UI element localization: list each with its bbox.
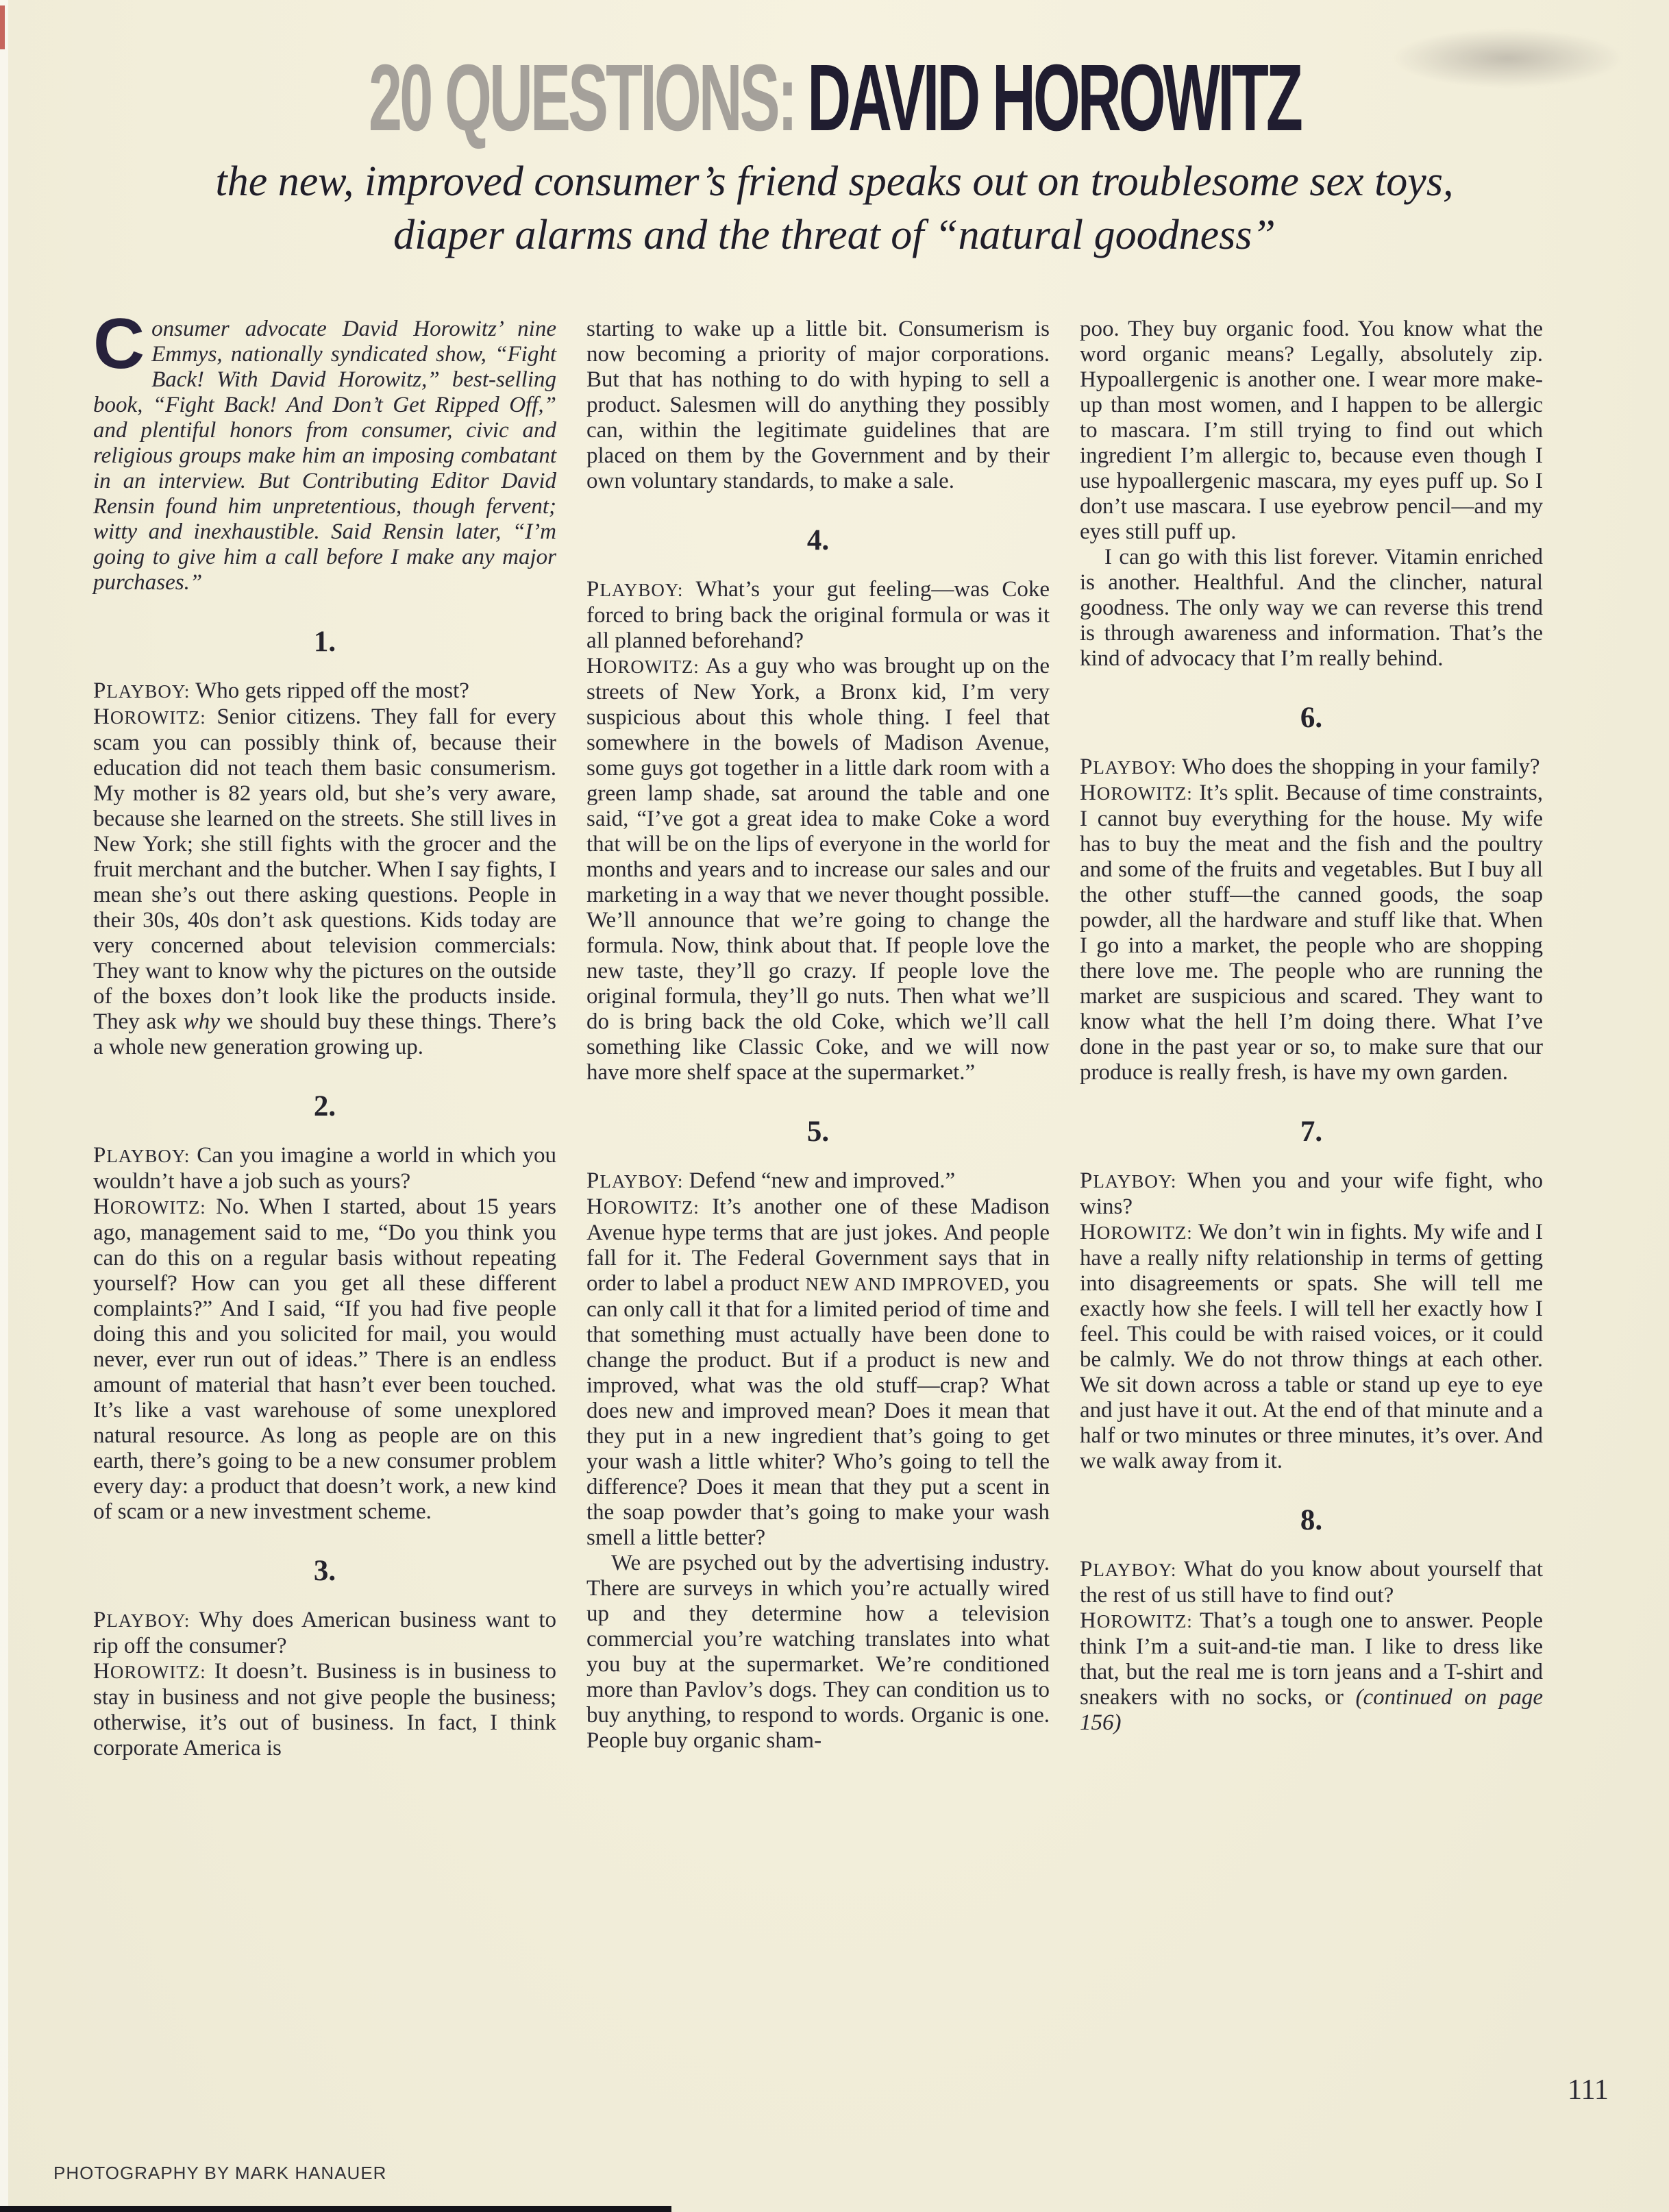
text-run: Can you imagine a world in which you wouldn’t have a job such as yours?: [93, 1143, 556, 1194]
qa-paragraph: [93, 704, 556, 1060]
speaker-initial: P: [1080, 754, 1093, 779]
text-run: We are psyched out by the advertising industry. There are surveys in which you’re actually wired up and they determine how a television commercial you’re watching translates into what you buy at the supermarket. We’re conditioned more than Pavlov’s dogs. They can condition us to buy anything, to respond to words. Organic is one. People buy organic sham-: [586, 1551, 1050, 1753]
speaker-rest: OROWITZ:: [110, 707, 206, 728]
text-run: starting to wake up a little bit. Consumerism is now becoming a priority of major corporations. But that has nothing to do with hyping to sell a product. Salesmen will do anything they possibly can, within the legitimate guidelines that are placed on them by the Government and by their own voluntary standards, to make a sale.: [586, 317, 1050, 493]
question-number: 7.: [1300, 1116, 1323, 1148]
question-number: 8.: [1300, 1504, 1323, 1536]
speaker-rest: OROWITZ:: [603, 1197, 700, 1218]
qa-paragraph: [93, 1143, 556, 1194]
text-run: We don’t win in fights. My wife and I have a really nifty relationship in terms of getting into disagreements or spats. She will tell me exactly how she feels. I will tell her exactly how I feel. This could be with raised voices, or it could be calmly. We do not throw things at each other. We sit down across a table or stand up eye to eye and just have it out. At the end of that minute and a half or two minutes or three minutes, it’s over. And we walk away from it.: [1080, 1220, 1543, 1473]
speaker-initial: P: [93, 1608, 107, 1632]
text-run: Senior citizens. They fall for every scam you can possibly think of, because their education did not teach them basic consumerism. My mother is 82 years old, but she’s very aware, because she learned on the streets. She still lives in New York; she still fights with the grocer and the fruit merchant and the butcher. When I say fights, I mean she’s out there asking questions. People in their 30s, 40s don’t ask questions. Kids today are very concerned about television commercials: They want to know why the pictures on the outside of the boxes don’t look like the products inside. They ask: [93, 704, 557, 1034]
speaker-rest: LAYBOY:: [106, 1146, 190, 1166]
speaker-rest: OROWITZ:: [603, 656, 700, 677]
speaker-initial: H: [1080, 1220, 1097, 1244]
speaker-label: [1080, 1168, 1176, 1193]
speaker-initial: P: [1080, 1557, 1093, 1582]
text-run: As a guy who was brought up on the streets of New York, a Bronx kid, I’m very suspicious about this whole thing. I feel that somewhere in the bowels of Madison Avenue, some guys got together in a little dark room with a green lamp shade, sat around the table and one said, “I’ve got a great idea to make Coke a word that will be on the lips of everyone in the world for months and years and to increase our sales and our marketing in a way that we never thought possible. We’ll announce that we’re going to change the formula. Now, think about that. If people love the new taste, they’ll go crazy. If people love the original formula, they’ll go nuts. Then what we’ll do is bring back the old Coke, which we’ll call something like Classic Coke, and we will now have more shelf space at the supermarket.”: [586, 654, 1050, 1085]
text-run: NEW AND IMPROVED: [805, 1274, 1004, 1294]
speaker-label: [93, 1143, 190, 1168]
speaker-rest: LAYBOY:: [599, 580, 684, 600]
text-run: why: [183, 1009, 220, 1034]
text-run: I can go with this list forever. Vitamin enriched is another. Healthful. And the clincher, natural goodness. The only way we can reverse this trend is through awareness and information. That’s the kind of advocacy that I’m really behind.: [1080, 545, 1543, 671]
question-number: 6.: [1300, 702, 1323, 734]
speaker-rest: OROWITZ:: [110, 1197, 206, 1218]
article-title: [300, 45, 1368, 151]
qa-paragraph: [93, 678, 556, 704]
question-number: 4.: [806, 524, 830, 556]
text-run: No. When I started, about 15 years ago, management said to me, “Do you think you can do this on a regular basis without repeating yourself? How can you get all these different complaints?” And I said, “If you had five people doing this and you solicited for mail, you would never, ever run out of ideas.” There is an endless amount of material that hasn’t ever been touched. It’s like a vast warehouse of some unexplored natural resource. As long as people are on this earth, there’s going to be a new consumer problem every day: a product that doesn’t work, a new kind of scam or a new investment scheme.: [93, 1194, 557, 1524]
question-number: 2.: [313, 1090, 336, 1122]
speaker-initial: H: [93, 704, 110, 729]
speaker-initial: P: [93, 678, 107, 703]
speaker-rest: LAYBOY:: [599, 1171, 684, 1192]
title-kicker: 20 QUESTIONS:: [368, 45, 795, 151]
speaker-rest: LAYBOY:: [1093, 1171, 1177, 1192]
speaker-initial: H: [586, 654, 604, 678]
speaker-label: [93, 704, 206, 729]
column-3: [1080, 317, 1543, 1736]
text-run: onsumer advocate David Horowitz’ nine Emmys, nationally syndicated show, “Fight Back! With David Horowitz,” best-selling book, “Fight Back! And Don’t Get Ripped Off,” and plentiful honors from consumer, civic and religious groups make him an imposing combatant in an interview. But Contributing Editor David Rensin found him unpretentious, though fervent; witty and inexhaustible. Said Rensin later, “I’m going to give him a call before I make any major purchases.”: [93, 317, 556, 595]
qa-paragraph: [586, 1168, 1050, 1194]
column-1: [93, 304, 557, 1761]
qa-paragraph: [1080, 1557, 1543, 1608]
speaker-label: [586, 1194, 700, 1219]
speaker-label: [586, 654, 700, 678]
speaker-initial: P: [586, 577, 600, 602]
speaker-label: [1080, 1557, 1176, 1582]
speaker-rest: OROWITZ:: [1096, 1611, 1193, 1632]
speaker-label: [586, 577, 683, 602]
question-number: 3.: [313, 1555, 336, 1587]
speaker-label: [93, 1608, 190, 1632]
speaker-label: [93, 678, 190, 703]
text-run: Who gets ripped off the most?: [195, 678, 469, 703]
speaker-label: [1080, 781, 1193, 805]
article-subtitle: [0, 155, 1669, 262]
qa-paragraph: [586, 1194, 1050, 1551]
speaker-label: [93, 1194, 206, 1219]
speaker-rest: OROWITZ:: [1096, 1222, 1193, 1243]
text-run: When you and your wife fight, who wins?: [1080, 1168, 1543, 1219]
qa-paragraph: [1080, 1220, 1543, 1474]
text-run: Why does American business want to rip off the consumer?: [93, 1608, 556, 1658]
qa-paragraph: [1080, 781, 1543, 1085]
question-number: 1.: [313, 626, 336, 658]
body-paragraph: [1080, 317, 1543, 545]
speaker-label: [1080, 754, 1176, 779]
body-paragraph: [586, 317, 1050, 494]
speaker-label: [1080, 1220, 1193, 1244]
title-name: DAVID HOROWITZ: [807, 45, 1301, 151]
scan-red-mark: [0, 5, 5, 49]
speaker-rest: OROWITZ:: [1096, 783, 1193, 804]
subtitle-line-2: diaper alarms and the threat of “natural goodness”: [393, 212, 1276, 258]
text-run: (continued on page 156): [1080, 1685, 1543, 1735]
subtitle-line-1: the new, improved consumer’s friend speaks out on troublesome sex toys,: [215, 158, 1454, 205]
article-columns: [93, 304, 1570, 1761]
text-run: That’s a tough one to answer. People think I’m a suit-and-tie man. I like to dress like that, but the real me is torn jeans and a T-shirt and sneakers with no socks, or: [1080, 1608, 1543, 1710]
text-run: we should buy these things. There’s a whole new generation growing up.: [93, 1009, 556, 1059]
qa-paragraph: [93, 1659, 556, 1761]
speaker-initial: P: [1080, 1168, 1093, 1193]
speaker-initial: H: [1080, 781, 1097, 805]
body-paragraph: [1080, 545, 1543, 672]
qa-paragraph: [1080, 754, 1543, 781]
speaker-initial: H: [586, 1194, 604, 1219]
text-run: It doesn’t. Business is in business to stay in business and not give people the business; otherwise, it’s out of business. In fact, I think corporate America is: [93, 1659, 556, 1760]
speaker-rest: LAYBOY:: [1093, 1560, 1177, 1580]
speaker-initial: H: [93, 1194, 110, 1219]
text-run: What do you know about yourself that the rest of us still have to find out?: [1080, 1557, 1544, 1608]
qa-paragraph: [586, 654, 1050, 1085]
smudge-artifact: [1391, 29, 1624, 88]
speaker-rest: LAYBOY:: [1093, 757, 1177, 778]
text-run: What’s your gut feeling—was Coke forced to bring back the original formula or was it all planned beforehand?: [586, 577, 1050, 653]
speaker-rest: LAYBOY:: [106, 681, 190, 702]
speaker-initial: H: [93, 1659, 110, 1684]
speaker-label: [586, 1168, 683, 1193]
speaker-initial: P: [93, 1143, 107, 1168]
speaker-label: [93, 1659, 206, 1684]
body-paragraph: [586, 1551, 1050, 1754]
page-number: 111: [1568, 2074, 1609, 2106]
qa-paragraph: [1080, 1608, 1543, 1736]
text-run: It’s split. Because of time constraints, I cannot buy everything for the house. My wife has to buy the meat and the fish and the poultry and some of the fruits and vegetables. But I buy all the other stuff—the canned goods, the soap powder, all the hardware and stuff like that. When I go into a market, the people who are shopping there love me. The people who are running the market are suspicious and scared. They want to know what the hell I’m doing there. What I’ve done in the past year or so, to make sure that our produce is really fresh, is have my own garden.: [1080, 781, 1543, 1085]
speaker-rest: OROWITZ:: [110, 1662, 206, 1682]
column-2: [586, 317, 1050, 1754]
intro-paragraph: [93, 304, 556, 595]
text-run: poo. They buy organic food. You know what the word organic means? Legally, absolutely zip. Hypoallergenic is another one. I wear more make-up than most women, and I happen to be allergic to mascara. I’m still trying to find out which ingredient I’m allergic to, because even though I use hypoallergenic mascara, my eyes puff up. So I don’t use mascara. I use eyebrow pencil—and my eyes still puff up.: [1080, 317, 1543, 544]
text-run: It’s another one of these Madison Avenue hype terms that are just jokes. And people fall for it. The Federal Government says that in order to label a product: [586, 1194, 1050, 1296]
speaker-label: [1080, 1608, 1193, 1633]
qa-paragraph: [93, 1194, 556, 1525]
scan-edge-highlight: [0, 0, 8, 2212]
text-run: , you can only call it that for a limited period of time and that something must actually have been done to change the product. But if a product is new and improved, what was the old stuff—crap? What does new and improved mean? Does it mean that they put in a new ingredient that’s going to get your wash a little whiter? Who’s going to tell the difference? Does it mean that they put a scent in the soap powder that’s going to make your wash smell a little better?: [586, 1271, 1050, 1550]
text-run: Defend “new and improved.”: [689, 1168, 956, 1193]
scan-edge-bar: [0, 2206, 671, 2212]
qa-paragraph: [586, 577, 1050, 654]
drop-cap: C: [93, 304, 145, 384]
text-run: Who does the shopping in your family?: [1182, 754, 1540, 779]
qa-paragraph: [93, 1608, 556, 1659]
speaker-initial: P: [586, 1168, 600, 1193]
speaker-initial: H: [1080, 1608, 1097, 1633]
speaker-rest: LAYBOY:: [106, 1610, 190, 1631]
qa-paragraph: [1080, 1168, 1543, 1220]
photo-credit: PHOTOGRAPHY BY MARK HANAUER: [53, 2163, 387, 2183]
question-number: 5.: [806, 1116, 830, 1148]
